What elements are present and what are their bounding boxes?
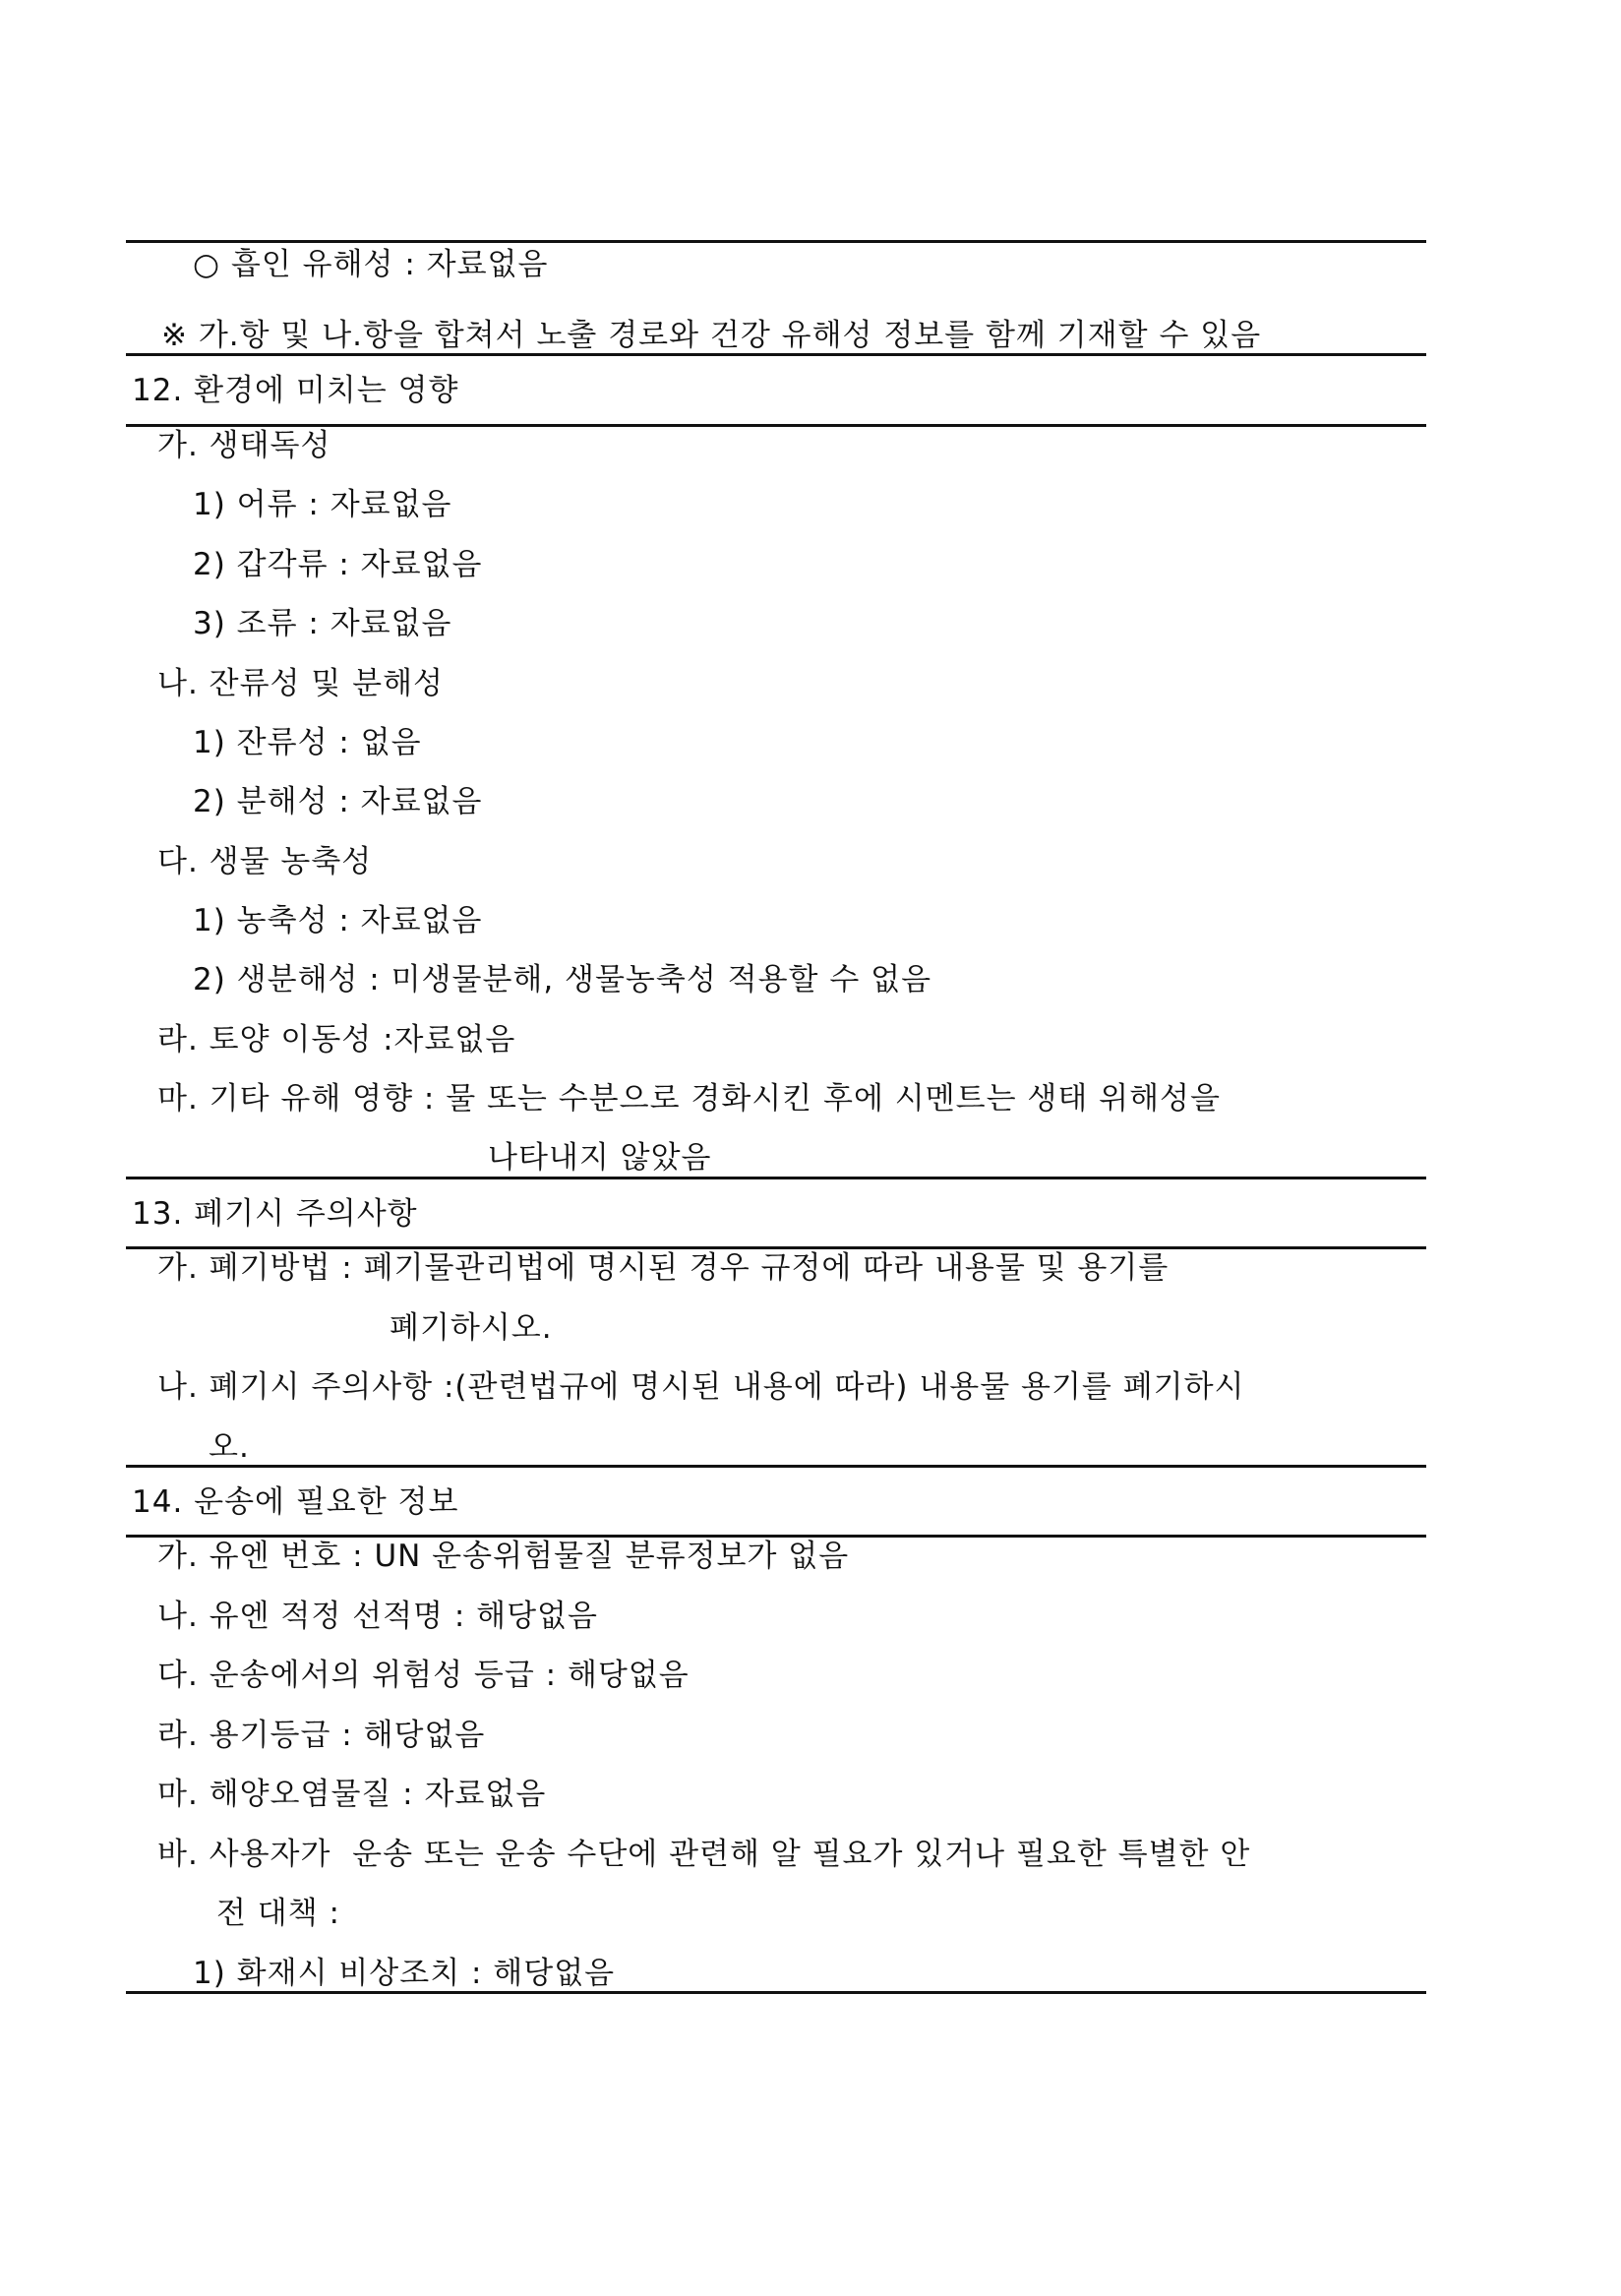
persistence-title: 나. 잔류성 및 분해성	[157, 666, 444, 701]
table-rule	[126, 1465, 1426, 1468]
un-number-line: 가. 유엔 번호 : UN 운송위험물질 분류정보가 없음	[157, 1539, 850, 1574]
table-rule	[126, 1991, 1426, 1994]
special-precautions-line: 바. 사용자가 운송 또는 운송 수단에 관련해 알 필요가 있거나 필요한 특별한 안	[157, 1837, 1251, 1872]
table-rule	[126, 353, 1426, 356]
disposal-method-continued: 폐기하시오.	[390, 1310, 553, 1346]
fish-line: 1) 어류 : 자료없음	[193, 487, 452, 522]
hazard-class-line: 다. 운송에서의 위험성 등급 : 해당없음	[157, 1658, 690, 1693]
shipping-name-line: 나. 유엔 적정 선적명 : 해당없음	[157, 1599, 598, 1634]
disposal-method-line: 가. 폐기방법 : 폐기물관리법에 명시된 경우 규정에 따라 내용물 및 용기를	[157, 1250, 1170, 1286]
special-precautions-continued: 전 대책 :	[216, 1896, 340, 1931]
combined-info-note: ※ 가.항 및 나.항을 합쳐서 노출 경로와 건강 유해성 정보를 함께 기재할 수 있음	[161, 318, 1262, 353]
fire-emergency-line: 1) 화재시 비상조치 : 해당없음	[193, 1956, 616, 1991]
section-13-heading: 13. 폐기시 주의사항	[132, 1196, 418, 1232]
other-effects-continued: 나타내지 않았음	[488, 1140, 712, 1176]
ecotoxicity-title: 가. 생태독성	[157, 428, 331, 463]
biodegradability-line: 2) 생분해성 : 미생물분해, 생물농축성 적용할 수 없음	[193, 962, 932, 997]
disposal-precautions-continued: 오.	[209, 1429, 250, 1465]
disposal-precautions-line: 나. 폐기시 주의사항 :(관련법규에 명시된 내용에 따라) 내용물 용기를 폐기하시	[157, 1369, 1245, 1405]
persistence-line: 1) 잔류성 : 없음	[193, 725, 422, 760]
marine-pollutant-line: 마. 해양오염물질 : 자료없음	[157, 1777, 547, 1812]
section-14-heading: 14. 운송에 필요한 정보	[132, 1484, 459, 1520]
bioaccumulation-title: 다. 생물 농축성	[157, 844, 373, 879]
inhalation-hazard-line: ○ 흡인 유해성 : 자료없음	[193, 247, 549, 282]
soil-mobility-line: 라. 토양 이동성 :자료없음	[157, 1022, 516, 1057]
table-rule	[126, 1177, 1426, 1179]
other-effects-line: 마. 기타 유해 영향 : 물 또는 수분으로 경화시킨 후에 시멘트는 생태 위해성을	[157, 1081, 1221, 1117]
algae-line: 3) 조류 : 자료없음	[193, 606, 452, 641]
table-rule	[126, 240, 1426, 243]
crustacea-line: 2) 갑각류 : 자료없음	[193, 547, 483, 582]
section-12-heading: 12. 환경에 미치는 영향	[132, 373, 459, 408]
packing-group-line: 라. 용기등급 : 해당없음	[157, 1718, 486, 1753]
bioaccumulation-line: 1) 농축성 : 자료없음	[193, 903, 483, 938]
degradability-line: 2) 분해성 : 자료없음	[193, 784, 483, 819]
